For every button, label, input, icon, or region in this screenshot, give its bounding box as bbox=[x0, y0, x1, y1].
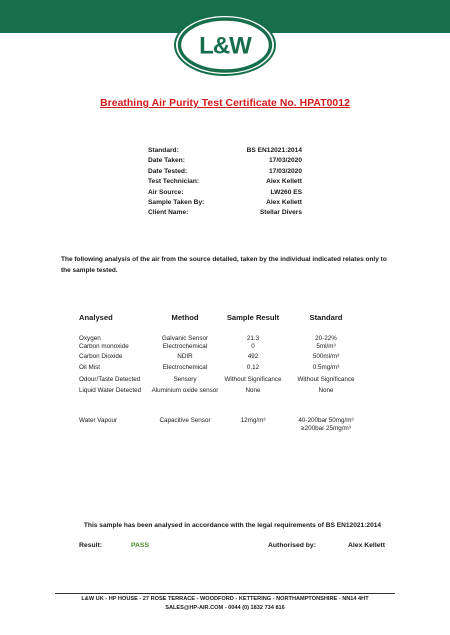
analysis-cell-analysed: Water Vapour bbox=[79, 417, 118, 424]
analysis-cell-analysed: Carbon Dioxide bbox=[79, 353, 123, 360]
analysis-cell-result: 21.3 bbox=[246, 335, 260, 342]
analysis-cell-analysed: Oil Mist bbox=[79, 364, 100, 371]
analysis-cell-standard: None bbox=[318, 387, 334, 394]
company-logo bbox=[174, 14, 276, 76]
analysis-cell-standard: 500ml/m³ bbox=[312, 353, 340, 360]
logo-graphic bbox=[174, 14, 276, 76]
analysis-cell-result: Without Significance bbox=[224, 376, 282, 383]
detail-row bbox=[148, 198, 302, 208]
detail-label: Date Tested: bbox=[148, 167, 188, 175]
footer-address: L&W UK - HP HOUSE - 27 ROSE TERRACE - WOODFORD - KETTERING - NORTHAMPTONSHIRE - NN14 4HT bbox=[81, 596, 369, 602]
detail-value: BS EN12021:2014 bbox=[246, 147, 302, 154]
analysis-cell-method: Capacitive Sensor bbox=[159, 417, 211, 424]
detail-label: Client Name: bbox=[148, 209, 189, 217]
detail-label: Standard: bbox=[148, 147, 179, 154]
analysis-cell-analysed: Oxygen bbox=[79, 335, 101, 342]
intro-text: The following analysis of the air from the source detailed, taken by the individual indicated relates only to the sample tested. bbox=[61, 256, 387, 274]
detail-value: 17/03/2020 bbox=[268, 167, 302, 175]
analysis-cell-method: Aluminium oxide sensor bbox=[151, 387, 219, 394]
compliance-statement: This sample has been analysed in accordance with the legal requirements of BS EN12021:2014 bbox=[83, 522, 382, 529]
detail-value: LW260 ES bbox=[270, 188, 302, 196]
analysis-cell-standard: 40-200bar 50mg/m³ ≥200bar 25mg/m³ bbox=[298, 417, 354, 433]
svg-text:L&W: L&W bbox=[199, 32, 251, 60]
detail-value: Alex Kellett bbox=[266, 198, 302, 206]
header-sample-result: Sample Result bbox=[226, 313, 280, 322]
authorised-label: Authorised by: bbox=[268, 542, 316, 549]
detail-label: Air Source: bbox=[148, 188, 184, 196]
analysis-cell-result: 0 bbox=[251, 343, 255, 350]
detail-label: Date Taken: bbox=[148, 157, 185, 165]
detail-row bbox=[148, 177, 302, 187]
detail-label: Sample Taken By: bbox=[148, 198, 205, 206]
analysis-cell-method: NDIR bbox=[177, 353, 193, 360]
analysis-cell-method: Electrochemical bbox=[162, 364, 208, 371]
analysis-cell-standard: Without Significance bbox=[297, 376, 355, 383]
analysis-cell-analysed: Odour/Taste Detected bbox=[79, 376, 141, 383]
analysis-cell-result: 12mg/m³ bbox=[240, 417, 266, 424]
detail-value: Stellar Divers bbox=[259, 209, 302, 217]
detail-row bbox=[148, 146, 302, 156]
analysis-cell-analysed: Liquid Water Detected bbox=[79, 387, 142, 394]
detail-label: Test Technician: bbox=[148, 178, 200, 186]
footer-divider bbox=[55, 593, 395, 594]
detail-value: Alex Kellett bbox=[266, 178, 302, 186]
header-analysed: Analysed bbox=[79, 313, 113, 322]
analysis-cell-method: Galvanic Sensor bbox=[161, 335, 209, 342]
result-label: Result: bbox=[79, 542, 103, 549]
header-method: Method bbox=[171, 313, 199, 322]
result-value: PASS bbox=[131, 542, 150, 549]
analysis-cell-result: 0.12 bbox=[246, 364, 260, 371]
certificate-title: Breathing Air Purity Test Certificate No. HPAT0012 bbox=[100, 98, 350, 109]
header-standard: Standard bbox=[309, 313, 343, 322]
detail-row bbox=[148, 188, 302, 198]
authorised-value: Alex Kellett bbox=[348, 542, 386, 549]
analysis-cell-result: None bbox=[245, 387, 261, 394]
analysis-cell-standard: 0.5mg/m³ bbox=[312, 364, 340, 371]
analysis-cell-standard: 20-22% bbox=[315, 335, 337, 342]
analysis-cell-method: Sensory bbox=[173, 376, 197, 383]
footer bbox=[0, 595, 450, 613]
analysis-cell-result: 492 bbox=[247, 353, 259, 360]
detail-row bbox=[148, 156, 302, 166]
detail-value: 17/03/2020 bbox=[268, 157, 302, 165]
analysis-cell-standard: 5ml/m³ bbox=[316, 343, 336, 350]
analysis-cell-method: Electrochemical bbox=[162, 343, 208, 350]
detail-row bbox=[148, 167, 302, 177]
footer-contact: SALES@HP-AIR.COM - 0044 (0) 1832 734 816 bbox=[165, 605, 285, 611]
certificate-details bbox=[148, 146, 302, 219]
detail-row bbox=[148, 208, 302, 218]
analysis-cell-analysed: Carbon monoxide bbox=[79, 343, 129, 350]
